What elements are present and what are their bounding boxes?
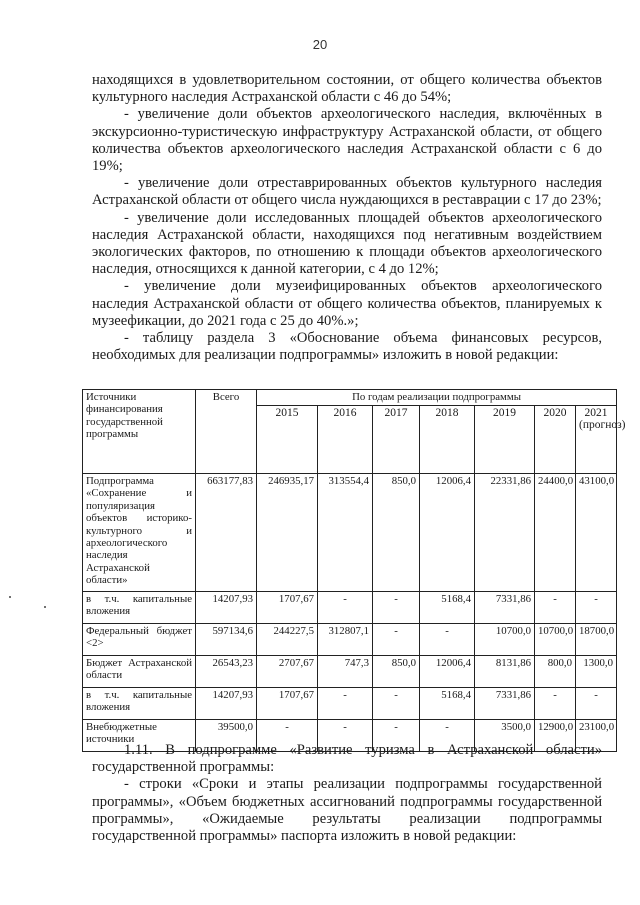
paragraph: - таблицу раздела 3 «Обоснование объема финансовых ресурсов, необходимых для реализации подпрограммы» изложить в новой редакции:	[92, 330, 602, 364]
row-value: 2707,67	[257, 656, 318, 688]
row-value: -	[535, 688, 576, 720]
row-value: -	[373, 720, 420, 752]
row-value: 850,0	[373, 474, 420, 592]
row-value: 7331,86	[475, 592, 535, 624]
paragraph: - увеличение доли музеифицированных объектов археологического наследия Астраханской области от общего количества объектов, планируемых к музеефикации, до 2021 года с 25 до 40%.»;	[92, 278, 602, 329]
table-row	[83, 688, 617, 720]
row-value: 7331,86	[475, 688, 535, 720]
row-value: 1300,0	[576, 656, 617, 688]
row-value: -	[318, 720, 373, 752]
row-value: 800,0	[535, 656, 576, 688]
paragraph: - увеличение доли отреставрированных объектов культурного наследия Астраханской области от общего числа нуждающихся в реставрации с 17 до 23%;	[92, 175, 602, 209]
row-source: Внебюджетные источники	[83, 720, 196, 752]
header-year: 2020	[535, 406, 576, 474]
row-source: Подпрограмма «Сохранение и популяризация объектов историко-культурного и археологического наследия Астраханской области»	[83, 474, 196, 592]
body-text-top	[92, 72, 602, 364]
body-text-bottom	[92, 742, 602, 845]
header-year: 2015	[257, 406, 318, 474]
row-value: 10700,0	[475, 624, 535, 656]
row-value: 12006,4	[420, 656, 475, 688]
row-value: 850,0	[373, 656, 420, 688]
table-row	[83, 592, 617, 624]
table-row	[83, 624, 617, 656]
header-year: 2021 (прогноз)	[576, 406, 617, 474]
table-row	[83, 656, 617, 688]
header-years-group: По годам реализации подпрограммы	[257, 390, 617, 406]
page-number: 20	[312, 37, 328, 52]
paragraph: находящихся в удовлетворительном состоянии, от общего количества объектов культурного наследия Астраханской области с 46 до 54%;	[92, 72, 602, 106]
row-value: 312807,1	[318, 624, 373, 656]
paragraph: - строки «Сроки и этапы реализации подпрограммы государственной программы», «Объем бюджетных ассигнований подпрограммы государственной программы», «Ожидаемые результаты реализации подпрограммы государственной программы» паспорта изложить в новой редакции:	[92, 776, 602, 845]
row-total: 14207,93	[196, 688, 257, 720]
row-value: -	[318, 688, 373, 720]
row-value: -	[576, 592, 617, 624]
row-value: 3500,0	[475, 720, 535, 752]
row-value: 246935,17	[257, 474, 318, 592]
paragraph: - увеличение доли исследованных площадей объектов археологического наследия Астраханской области, находящихся под негативным воздействием экологических факторов, по отношению к площади объектов археологического наследия, относящихся к данной категории, с 4 до 12%;	[92, 209, 602, 278]
paragraph: 1.11. В подпрограмме «Развитие туризма в Астраханской области» государственной программы:	[92, 742, 602, 776]
row-value: -	[576, 688, 617, 720]
paragraph: - увеличение доли объектов археологического наследия, включённых в экскурсионно-туристическую инфраструктуру Астраханской области, от общего количества объектов археологического наследия Астраханской области с 6 до 19%;	[92, 106, 602, 175]
row-source: в т.ч. капитальные вложения	[83, 688, 196, 720]
row-value: 747,3	[318, 656, 373, 688]
row-value: 23100,0	[576, 720, 617, 752]
row-value: -	[420, 624, 475, 656]
row-value: 12900,0	[535, 720, 576, 752]
row-value: 8131,86	[475, 656, 535, 688]
row-value: 1707,67	[257, 592, 318, 624]
row-source: Бюджет Астраханской области	[83, 656, 196, 688]
row-value: -	[373, 624, 420, 656]
row-source: в т.ч. капитальные вложения	[83, 592, 196, 624]
row-total: 39500,0	[196, 720, 257, 752]
row-value: -	[420, 720, 475, 752]
scan-speck	[9, 596, 11, 598]
header-year: 2018	[420, 406, 475, 474]
row-value: 244227,5	[257, 624, 318, 656]
row-value: -	[318, 592, 373, 624]
row-value: -	[535, 592, 576, 624]
row-value: 12006,4	[420, 474, 475, 592]
row-value: -	[257, 720, 318, 752]
row-value: -	[373, 688, 420, 720]
header-year: 2016	[318, 406, 373, 474]
row-total: 14207,93	[196, 592, 257, 624]
scan-speck	[44, 606, 46, 608]
financing-table	[82, 389, 626, 752]
row-value: 22331,86	[475, 474, 535, 592]
row-total: 663177,83	[196, 474, 257, 592]
row-total: 26543,23	[196, 656, 257, 688]
header-source: Источники финансирования государственной программы	[83, 390, 196, 474]
row-source: Федеральный бюджет <2>	[83, 624, 196, 656]
row-value: 43100,0	[576, 474, 617, 592]
row-value: 24400,0	[535, 474, 576, 592]
header-year: 2017	[373, 406, 420, 474]
row-value: 10700,0	[535, 624, 576, 656]
header-year: 2019	[475, 406, 535, 474]
header-total: Всего	[196, 390, 257, 474]
row-value: 5168,4	[420, 688, 475, 720]
row-value: 18700,0	[576, 624, 617, 656]
table-row	[83, 474, 617, 592]
row-value: 1707,67	[257, 688, 318, 720]
row-value: -	[373, 592, 420, 624]
row-value: 5168,4	[420, 592, 475, 624]
row-total: 597134,6	[196, 624, 257, 656]
row-value: 313554,4	[318, 474, 373, 592]
